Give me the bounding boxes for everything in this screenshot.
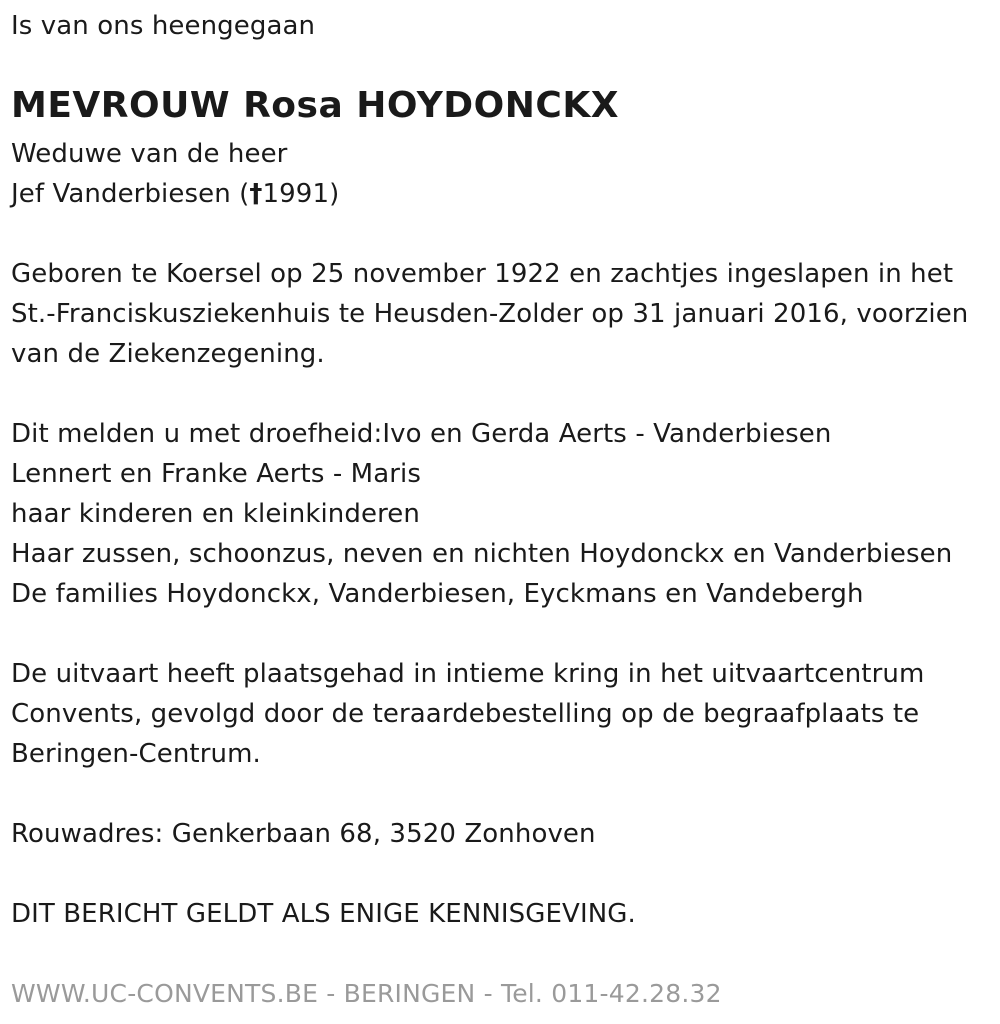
family-line: De families Hoydonckx, Vanderbiesen, Eyckmans en Vandebergh xyxy=(11,579,864,609)
intro-text: Is van ons heengegaan xyxy=(11,11,316,41)
footer-contact: WWW.UC-CONVENTS.BE - BERINGEN - Tel. 011-42.28.32 xyxy=(11,979,722,1008)
family-line: Lennert en Franke Aerts - Maris xyxy=(11,459,422,489)
notice-text: DIT BERICHT GELDT ALS ENIGE KENNISGEVING. xyxy=(11,899,636,929)
mourning-address: Rouwadres: Genkerbaan 68, 3520 Zonhoven xyxy=(11,819,596,849)
birth-block xyxy=(11,254,968,374)
birth-line: Geboren te Koersel op 25 november 1922 en zachtjes ingeslapen in het xyxy=(11,259,954,289)
birth-line: St.-Franciskusziekenhuis te Heusden-Zolder op 31 januari 2016, voorzien xyxy=(11,299,969,329)
deceased-name: MEVROUW Rosa HOYDONCKX xyxy=(11,85,619,126)
cross-icon: † xyxy=(249,179,263,209)
spouse-line-2 xyxy=(11,174,339,214)
spouse-death-year: 1991) xyxy=(262,179,340,209)
notice-block xyxy=(11,894,636,934)
family-block xyxy=(11,414,952,614)
funeral-line: Convents, gevolgd door de teraardebestelling op de begraafplaats te xyxy=(11,699,920,729)
family-line: Dit melden u met droefheid:Ivo en Gerda Aerts - Vanderbiesen xyxy=(11,419,832,449)
funeral-line: Beringen-Centrum. xyxy=(11,739,261,769)
birth-line: van de Ziekenzegening. xyxy=(11,339,325,369)
spouse-line-1: Weduwe van de heer xyxy=(11,139,288,169)
address-block xyxy=(11,814,596,854)
spouse-name: Jef Vanderbiesen ( xyxy=(11,179,250,209)
spouse-block xyxy=(11,134,339,214)
family-line: haar kinderen en kleinkinderen xyxy=(11,499,420,529)
funeral-block xyxy=(11,654,924,774)
funeral-line: De uitvaart heeft plaatsgehad in intieme kring in het uitvaartcentrum xyxy=(11,659,925,689)
family-line: Haar zussen, schoonzus, neven en nichten Hoydonckx en Vanderbiesen xyxy=(11,539,953,569)
